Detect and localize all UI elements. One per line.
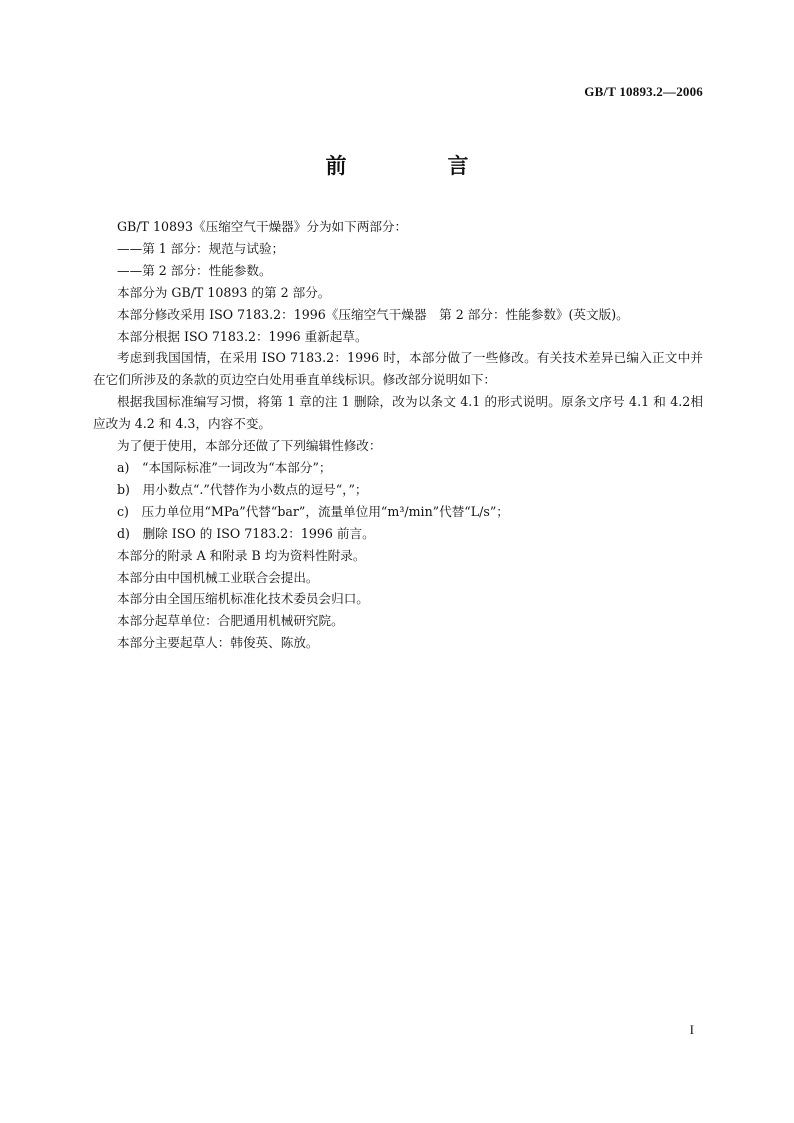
list-item: d) 删除 ISO 的 ISO 7183.2：1996 前言。 [117, 525, 375, 541]
paragraph: 本部分由全国压缩机标准化技术委员会归口。 [117, 591, 369, 607]
paragraph: 本部分为 GB/T 10893 的第 2 部分。 [117, 284, 331, 300]
paragraph: 根据我国标准编写习惯，将第 1 章的注 1 删除，改为以条文 4.1 的形式说明。原条文序号 4.1 和 4.2相应改为 4.2 和 4.3，内容不变。 [93, 394, 703, 432]
foreword-body [93, 216, 703, 654]
paragraph: 为了便于使用，本部分还做了下列编辑性修改： [117, 438, 382, 454]
paragraph: 本部分起草单位：合肥通用机械研究院。 [117, 613, 344, 629]
page-title: 前 言 [325, 153, 509, 178]
paragraph: 本部分的附录 A 和附录 B 均为资料性附录。 [117, 547, 366, 563]
paragraph: 考虑到我国国情，在采用 ISO 7183.2：1996 时，本部分做了一些修改。有关技术差异已编入正文中并在它们所涉及的条款的页边空白处用垂直单线标识。修改部分说明如下： [93, 350, 703, 388]
paragraph: ——第 2 部分：性能参数。 [117, 262, 272, 278]
list-item: c) 压力单位用“MPa”代替“bar”，流量单位用“m³/min”代替“L/s”； [117, 503, 509, 519]
paragraph: 本部分修改采用 ISO 7183.2：1996《压缩空气干燥器 第 2 部分：性能参数》(英文版)。 [117, 306, 629, 322]
list-item: b) 用小数点“.”代替作为小数点的逗号“，”； [117, 481, 368, 497]
paragraph: 本部分主要起草人：韩俊英、陈放。 [117, 635, 319, 651]
list-item: a) “本国际标准”一词改为“本部分”； [117, 459, 332, 475]
paragraph: ——第 1 部分：规范与试验； [117, 240, 285, 256]
paragraph: 本部分由中国机械工业联合会提出。 [117, 569, 319, 585]
paragraph: 本部分根据 ISO 7183.2：1996 重新起草。 [117, 328, 368, 344]
standard-number-header: GB/T 10893.2—2006 [584, 84, 703, 99]
page-number: I [689, 1022, 694, 1037]
paragraph: GB/T 10893《压缩空气干燥器》分为如下两部分： [117, 219, 408, 234]
